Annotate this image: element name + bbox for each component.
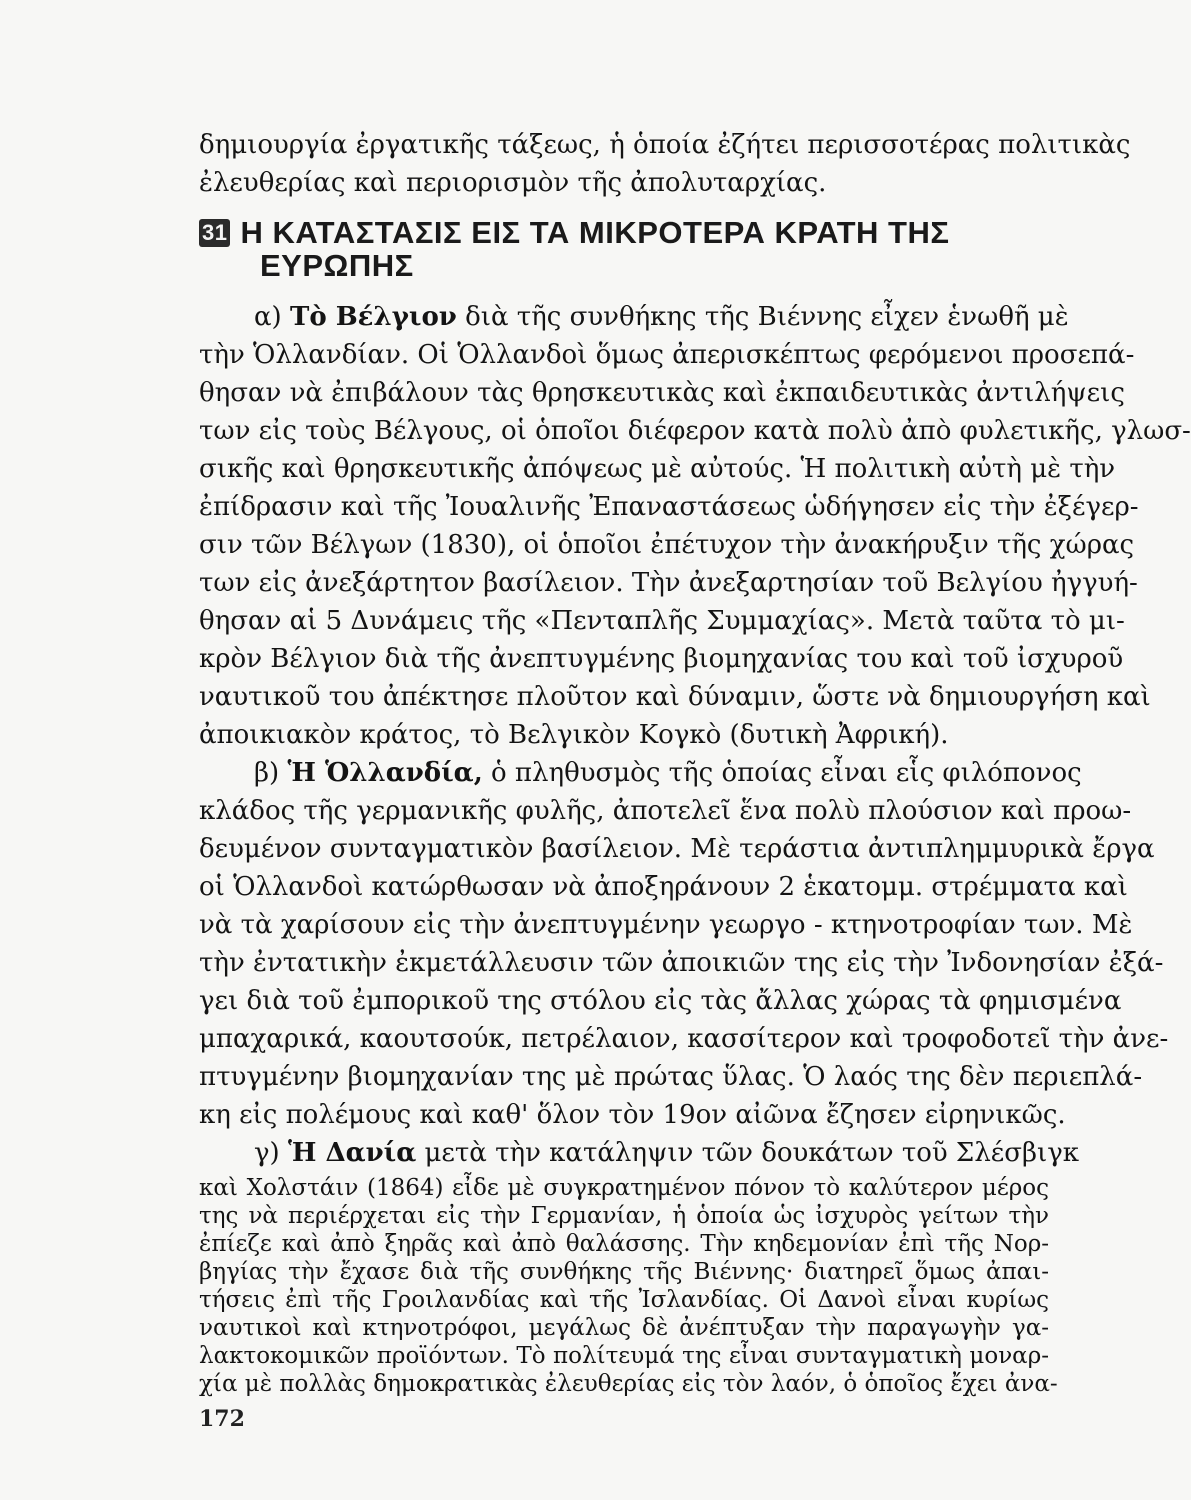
text-line: κη εἰς πολέμους καὶ καθ' ὅλον τὸν 19ον αἰῶνα ἔζησεν εἰρηνικῶς.	[199, 1100, 1066, 1130]
text-line: νὰ τὰ χαρίσουν εἰς τὴν ἀνεπτυγμένην γεωργο - κτηνοτροφίαν των. Μὲ	[199, 910, 1133, 940]
paragraph-subject: Ἡ Ὁλλανδία,	[287, 758, 483, 788]
page-number: 172	[199, 1406, 245, 1432]
text-line: σιν τῶν Βέλγων (1830), οἱ ὁποῖοι ἐπέτυχον τὴν ἀνακήρυξιν τῆς χώρας	[199, 530, 1135, 560]
text-line: βηγίας τὴν ἔχασε διὰ τῆς συνθήκης τῆς Βιέννης· διατηρεῖ ὅμως ἀπαι-	[199, 1259, 1049, 1285]
text-line: τὴν Ὁλλανδίαν. Οἱ Ὁλλανδοὶ ὅμως ἀπερισκέπτως φερόμενοι προσεπά-	[199, 340, 1135, 370]
text-line: των εἰς ἀνεξάρτητον βασίλειον. Τὴν ἀνεξαρτησίαν τοῦ Βελγίου ἠγγυή-	[199, 568, 1138, 598]
text-line: ἐλευθερίας καὶ περιορισμὸν τῆς ἀπολυταρχίας.	[199, 168, 827, 198]
text-line: τήσεις ἐπὶ τῆς Γροιλανδίας καὶ τῆς Ἰσλανδίας. Οἱ Δανοὶ εἶναι κυρίως	[199, 1287, 1049, 1313]
text-line: δευμένον συνταγματικὸν βασίλειον. Μὲ τεράστια ἀντιπλημμυρικὰ ἔργα	[199, 834, 1155, 864]
paragraph-first-line	[199, 1136, 1080, 1170]
text-run: διὰ τῆς συνθήκης τῆς Βιέννης εἶχεν ἑνωθῆ μὲ	[465, 302, 1069, 332]
paragraph-subject: Ἡ Δανία	[287, 1138, 417, 1168]
text-line: γει διὰ τοῦ ἐμπορικοῦ της στόλου εἰς τὰς ἄλλας χώρας τὰ φημισμένα	[199, 986, 1122, 1016]
text-line: ἐπίεζε καὶ ἀπὸ ξηρᾶς καὶ ἀπὸ θαλάσσης. Τὴν κηδεμονίαν ἐπὶ τῆς Νορ-	[199, 1231, 1049, 1257]
text-line: της νὰ περιέρχεται εἰς τὴν Γερμανίαν, ἡ ὁποία ὡς ἰσχυρὸς γείτων τὴν	[199, 1203, 1049, 1229]
text-line: ἐπίδρασιν καὶ τῆς Ἰουαλινῆς Ἐπαναστάσεως ὡδήγησεν εἰς τὴν ἐξέγερ-	[199, 492, 1139, 522]
section-number-badge: 31	[199, 219, 230, 247]
text-line: θησαν αἱ 5 Δυνάμεις τῆς «Πενταπλῆς Συμμαχίας». Μετὰ ταῦτα τὸ μι-	[199, 606, 1125, 636]
text-line: ἀποικιακὸν κράτος, τὸ Βελγικὸν Κογκὸ (δυτικὴ Ἀφρική).	[199, 720, 949, 750]
text-line: μπαχαρικά, καουτσούκ, πετρέλαιον, κασσίτερον καὶ τροφοδοτεῖ τὴν ἀνε-	[199, 1024, 1169, 1054]
paragraph-subject: Τὸ Βέλγιον	[289, 302, 457, 332]
text-run: ὁ πληθυσμὸς τῆς ὁποίας εἶναι εἷς φιλόπονος	[491, 758, 1082, 788]
text-line: θησαν νὰ ἐπιβάλουν τὰς θρησκευτικὰς καὶ ἐκπαιδευτικὰς ἀντιλήψεις	[199, 378, 1125, 408]
paragraph-marker: β)	[254, 758, 280, 788]
paragraph-first-line	[199, 300, 1069, 334]
text-line: λακτοκομικῶν προϊόντων. Τὸ πολίτευμά της εἶναι συνταγματικὴ μοναρ-	[199, 1343, 1049, 1369]
text-line: ναυτικοῦ του ἀπέκτησε πλοῦτον καὶ δύναμιν, ὥστε νὰ δημιουργήση καὶ	[199, 682, 1151, 712]
text-line: δημιουργία ἐργατικῆς τάξεως, ἡ ὁποία ἐζήτει περισσοτέρας πολιτικὰς	[199, 130, 1131, 160]
paragraph-marker: γ)	[254, 1138, 280, 1168]
section-title-line-2: ΕΥΡΩΠΗΣ	[260, 248, 414, 283]
text-line: καὶ Χολστάιν (1864) εἶδε μὲ συγκρατημένον πόνον τὸ καλύτερον μέρος	[199, 1175, 1049, 1201]
text-line: ναυτικοὶ καὶ κτηνοτρόφοι, μεγάλως δὲ ἀνέπτυξαν τὴν παραγωγὴν γα-	[199, 1315, 1049, 1341]
text-line: πτυγμένην βιομηχανίαν της μὲ πρώτας ὕλας. Ὁ λαός της δὲν περιεπλά-	[199, 1062, 1143, 1092]
text-line: σικῆς καὶ θρησκευτικῆς ἀπόψεως μὲ αὐτούς. Ἡ πολιτικὴ αὐτὴ μὲ τὴν	[199, 454, 1116, 484]
text-line: οἱ Ὁλλανδοὶ κατώρθωσαν νὰ ἀποξηράνουν 2 ἑκατομμ. στρέμματα καὶ	[199, 872, 1128, 902]
text-line: κρὸν Βέλγιον διὰ τῆς ἀνεπτυγμένης βιομηχανίας του καὶ τοῦ ἰσχυροῦ	[199, 644, 1124, 674]
text-run: μετὰ τὴν κατάληψιν τῶν δουκάτων τοῦ Σλέσβιγκ	[424, 1138, 1080, 1168]
text-line: χία μὲ πολλὰς δημοκρατικὰς ἐλευθερίας εἰς τὸν λαόν, ὁ ὁποῖος ἔχει ἀνα-	[199, 1371, 1058, 1397]
section-title-line-1: Η ΚΑΤΑΣΤΑΣΙΣ ΕΙΣ ΤΑ ΜΙΚΡΟΤΕΡΑ ΚΡΑΤΗ ΤΗΣ	[240, 215, 950, 250]
text-line: κλάδος τῆς γερμανικῆς φυλῆς, ἀποτελεῖ ἕνα πολὺ πλούσιον καὶ προω-	[199, 796, 1132, 826]
section-heading	[199, 216, 1059, 282]
paragraph-first-line	[199, 756, 1082, 790]
text-line: των εἰς τοὺς Βέλγους, οἱ ὁποῖοι διέφερον κατὰ πολὺ ἀπὸ φυλετικῆς, γλωσ-	[199, 416, 1191, 446]
text-line: τὴν ἐντατικὴν ἐκμετάλλευσιν τῶν ἀποικιῶν της εἰς τὴν Ἰνδονησίαν ἐξά-	[199, 948, 1164, 978]
paragraph-marker: α)	[254, 302, 282, 332]
